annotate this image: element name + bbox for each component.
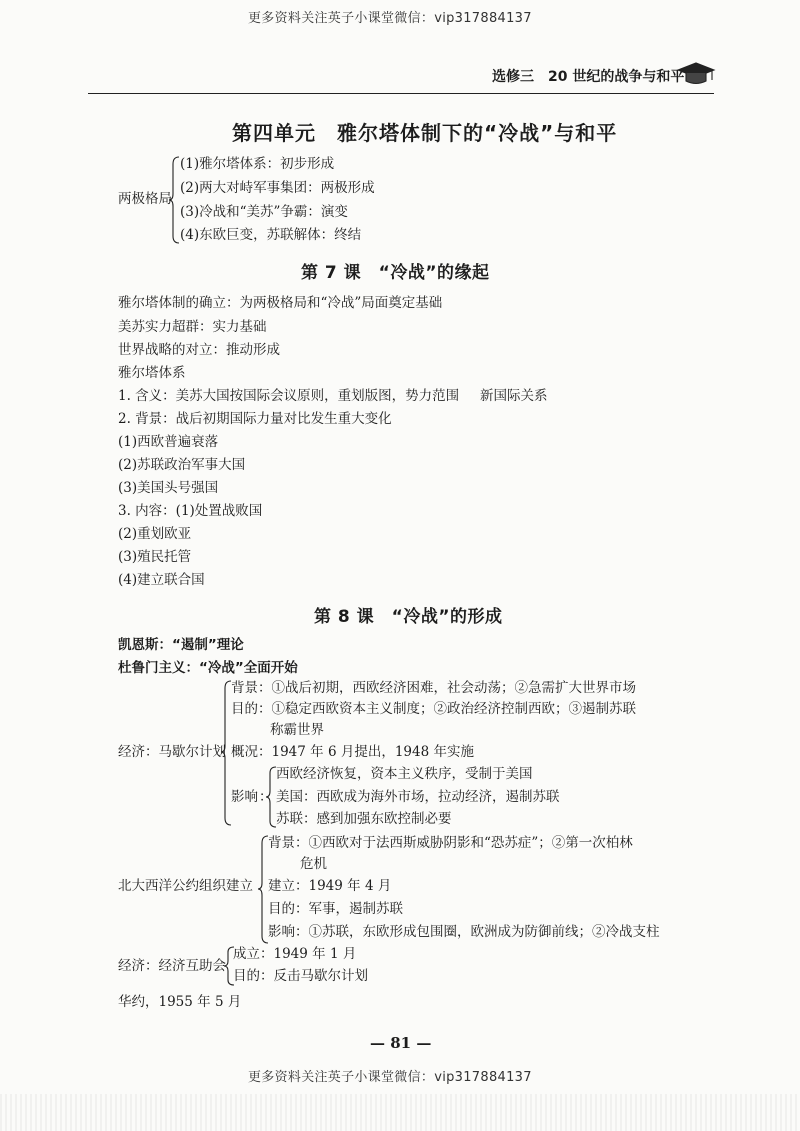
- marshall-impact: 美国：西欧成为海外市场，拉动经济，遏制苏联: [276, 789, 560, 805]
- scan-noise: [0, 1094, 800, 1131]
- lesson-7-line: (3)殖民托管: [118, 549, 192, 565]
- lesson-7-line: (1)西欧普遍衰落: [118, 434, 219, 450]
- nato-purpose: 目的：军事，遏制苏联: [268, 901, 403, 917]
- marshall-impact: 西欧经济恢复，资本主义秩序，受制于美国: [276, 766, 533, 782]
- page: 更多资料关注英子小课堂微信：vip317884137 选修三 20 世纪的战争与和平 第四单元 雅尔塔体制下的“冷战”与和平 两极格局 (1)雅尔塔体系：初步形成 (2)两大对峙军事集团：两极形成 (3)冷战和“美苏”争霸：演变 (4)东欧巨变，苏联解体：终结 第 7 课 “冷战”的缘起 雅尔塔体制的确立：为两极格局和“冷战”局面奠定基础 美苏实力超群：实力基础 世界战略的对立：推动形成 雅尔塔体系 1. 含义：美苏大国按国际会议原则，重划版图，势力范围 新国际关系 2. 背景：战后初期国际力量对比发生重大变化 (1)西欧普遍衰落 (2)苏联政治军事大国 (3)美国头号强国 3. 内容：(1)处置战败国 (2)重划欧亚 (3)殖民托管 (4)建立联合国 第 8 课 “冷战”的形成 凯恩斯：“遏制”理论 杜鲁门主义：“冷战”全面开始 经济：马歇尔计划 背景：①战后初期，西欧经济困难，社会动荡；②急需扩大世界市场 目的：①稳定西欧资本主义制度；②政治经济控制西欧；③遏制苏联 称霸世界 概况：1947 年 6 月提出，1948 年实施 影响 ： 西欧经济恢复，资本主义秩序，受制于美国 美国：西欧成为海外市场，拉动经济，遏制苏联 苏联：感到加强东欧控制必要 北大西洋公约组织建立 背景：①西欧对于法西斯威胁阴影和“恐苏症”；②第一次柏林 危机 建立：1949 年 4 月 目的：军事，遏制苏联 影响：①苏联，东欧形成包围圈，欧洲成为防御前线；②冷战支柱 经济：经济互助会 成立：1949 年 1 月 目的：反击马歇尔计划 华约，1955 年 5 月 — 81 — 更多资料关注英子小课堂微信：vip317884137: [0, 0, 800, 1131]
- lesson-7-line: (4)建立联合国: [118, 572, 205, 588]
- marshall-purpose: 目的：①稳定西欧资本主义制度；②政治经济控制西欧；③遏制苏联: [231, 701, 636, 717]
- lesson-7-line: 世界战略的对立：推动形成: [118, 342, 280, 358]
- page-number: — 81 —: [370, 1034, 432, 1052]
- marshall-impact: 苏联：感到加强东欧控制必要: [276, 811, 452, 827]
- marshall-label: 经济：马歇尔计划: [118, 744, 226, 760]
- marshall-impact-label: 影响: [231, 789, 258, 805]
- watermark-top: 更多资料关注英子小课堂微信：vip317884137: [248, 11, 532, 26]
- lesson-7-line: (2)苏联政治军事大国: [118, 457, 246, 473]
- nato-background-cont: 危机: [300, 856, 327, 872]
- lesson-7-line: 1. 含义：美苏大国按国际会议原则，重划版图，势力范围: [118, 388, 460, 404]
- lesson-8-bold-line: 杜鲁门主义：“冷战”全面开始: [118, 660, 298, 676]
- graduation-cap-icon: [676, 60, 716, 88]
- lesson-7-line: 雅尔塔体系: [118, 365, 186, 381]
- lesson-7-side-note: 新国际关系: [480, 388, 548, 404]
- comecon-label: 经济：经济互助会: [118, 958, 226, 974]
- overview-item: (2)两大对峙军事集团：两极形成: [180, 180, 375, 196]
- lesson-7-line: 美苏实力超群：实力基础: [118, 319, 267, 335]
- lesson-7-line: (3)美国头号强国: [118, 480, 219, 496]
- unit-title: 第四单元 雅尔塔体制下的“冷战”与和平: [232, 121, 618, 145]
- lesson-7-title: 第 7 课 “冷战”的缘起: [301, 263, 490, 283]
- nato-background: 背景：①西欧对于法西斯威胁阴影和“恐苏症”；②第一次柏林: [268, 835, 633, 851]
- overview-item: (4)东欧巨变，苏联解体：终结: [180, 227, 362, 243]
- nato-impact: 影响：①苏联，东欧形成包围圈，欧洲成为防御前线；②冷战支柱: [268, 924, 660, 940]
- overview-label: 两极格局: [118, 191, 172, 207]
- header-rule: [88, 93, 714, 94]
- nato-founded: 建立：1949 年 4 月: [268, 878, 392, 894]
- marshall-purpose-cont: 称霸世界: [270, 722, 324, 738]
- overview-item: (3)冷战和“美苏”争霸：演变: [180, 204, 348, 220]
- marshall-background: 背景：①战后初期，西欧经济困难，社会动荡；②急需扩大世界市场: [231, 680, 636, 696]
- lesson-7-line: 2. 背景：战后初期国际力量对比发生重大变化: [118, 411, 392, 427]
- marshall-overview: 概况：1947 年 6 月提出，1948 年实施: [231, 744, 474, 760]
- comecon-founded: 成立：1949 年 1 月: [233, 946, 357, 962]
- watermark-bottom: 更多资料关注英子小课堂微信：vip317884137: [248, 1070, 532, 1085]
- lesson-7-line: 3. 内容：(1)处置战败国: [118, 503, 263, 519]
- lesson-8-bold-line: 凯恩斯：“遏制”理论: [118, 637, 244, 653]
- lesson-7-line: (2)重划欧亚: [118, 526, 192, 542]
- series-title: 选修三 20 世纪的战争与和平: [492, 69, 685, 85]
- comecon-purpose: 目的：反击马歇尔计划: [233, 968, 368, 984]
- warsaw-pact: 华约，1955 年 5 月: [118, 994, 242, 1010]
- lesson-8-title: 第 8 课 “冷战”的形成: [314, 607, 503, 627]
- nato-label: 北大西洋公约组织建立: [118, 878, 253, 894]
- overview-item: (1)雅尔塔体系：初步形成: [180, 156, 335, 172]
- lesson-7-line: 雅尔塔体制的确立：为两极格局和“冷战”局面奠定基础: [118, 295, 443, 311]
